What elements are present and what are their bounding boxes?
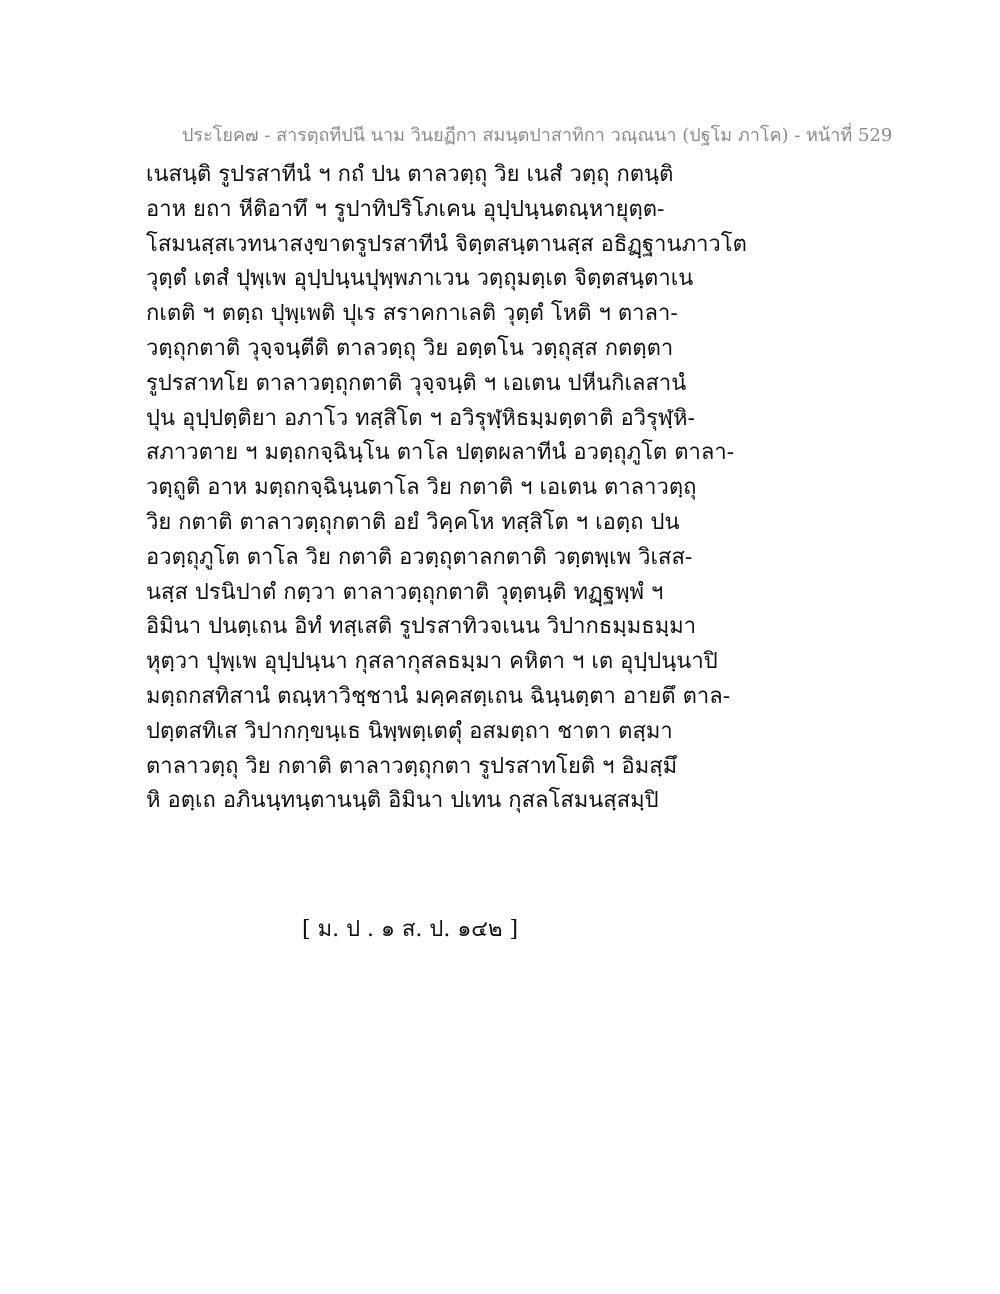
text-line: มตฺถกสทิสานํ ตณฺหาวิชฺชานํ มคฺคสตฺเถน ฉินฺนตฺตา อายตึ ตาล-	[146, 683, 731, 709]
text-line: ปุน อุปฺปตฺติยา อภาโว ทสฺสิโต ฯ อวิรุฬฺหิธมฺมตฺตาติ อวิรุฬฺหิ-	[146, 405, 695, 431]
text-line: หุตฺวา ปุพฺเพ อุปฺปนฺนา กุสลากุสลธมฺมา คหิตา ฯ เต อุปฺปนฺนาปิ	[146, 649, 718, 675]
text-line: หิ อตฺเถ อภินนฺทนฺตานนฺติ อิมินา ปเทน กุสลโสมนสฺสมฺปิ	[146, 788, 659, 814]
text-line: อาห ยถา หีติอาทึ ฯ รูปาทิปริโภเคน อุปฺปนฺนตณฺหายุตฺต-	[146, 196, 665, 222]
text-line: วุตฺตํ เตสํ ปุพฺเพ อุปฺปนฺนปุพฺพภาเวน วตฺถุมตฺเต จิตฺตสนฺตาเน	[146, 266, 694, 292]
text-line: โสมนสฺสเวทนาสงฺขาตรูปรสาทีนํ จิตฺตสนฺตานสฺส อธิฏฺฐานภาวโต	[146, 231, 747, 257]
text-line: ปตฺตสทิเส วิปากกฺขนฺเธ นิพฺพตฺเตตุํ อสมตฺถา ชาตา ตสฺมา	[146, 718, 673, 744]
text-line: อิมินา ปนตฺเถน อิทํ ทสฺเสติ รูปรสาทิวจเนน วิปากธมฺมธมฺมา	[146, 614, 697, 640]
text-line: กเตติ ฯ ตตฺถ ปุพฺเพติ ปุเร สราคกาเลติ วุตฺตํ โหติ ฯ ตาลา-	[146, 301, 678, 327]
text-line: อวตฺถุภูโต ตาโล วิย กตาติ อวตฺถุตาลกตาติ วตฺตพฺเพ วิเสส-	[146, 544, 693, 570]
body-text	[146, 158, 747, 819]
text-line: วตฺถุกตาติ วุจฺจนฺตีติ ตาลวตฺถุ วิย อตฺตโน วตฺถุสฺส กตตฺตา	[146, 335, 674, 361]
text-line: เนสนฺติ รูปรสาทีนํ ฯ กถํ ปน ตาลวตฺถุ วิย เนสํ วตฺถุ กตนฺติ	[146, 162, 674, 187]
reference-footnote: [ ม. ป . ๑ ส. ป. ๑๔๒ ]	[302, 917, 519, 942]
text-line: ตาลาวตฺถุ วิย กตาติ ตาลาวตฺถุกตา รูปรสาทโยติ ฯ อิมสฺมึ	[146, 753, 678, 779]
page-header: ประโยค๗ - สารตฺถทีปนี นาม วินยฏีกา สมนฺตปาสาทิกา วณฺณนา (ปฐโม ภาโค) - หน้าที่ 529	[182, 125, 893, 146]
text-line: วตฺถูติ อาห มตฺถกจฺฉินฺนตาโล วิย กตาติ ฯ เอเตน ตาลาวตฺถุ	[146, 475, 697, 501]
text-line: สภาวตาย ฯ มตฺถกจฺฉินฺโน ตาโล ปตฺตผลาทีนํ อวตฺถุภูโต ตาลา-	[146, 440, 735, 466]
text-line: นสฺส ปรนิปาตํ กตฺวา ตาลาวตฺถุกตาติ วุตฺตนฺติ ทฏฺฐพฺพํ ฯ	[146, 579, 664, 605]
text-line: วิย กตาติ ตาลาวตฺถุกตาติ อยํ วิคฺคโห ทสฺสิโต ฯ เอตฺถ ปน	[146, 509, 680, 535]
text-line: รูปรสาทโย ตาลาวตฺถุกตาติ วุจฺจนฺติ ฯ เอเตน ปหีนกิเลสานํ	[146, 370, 687, 396]
